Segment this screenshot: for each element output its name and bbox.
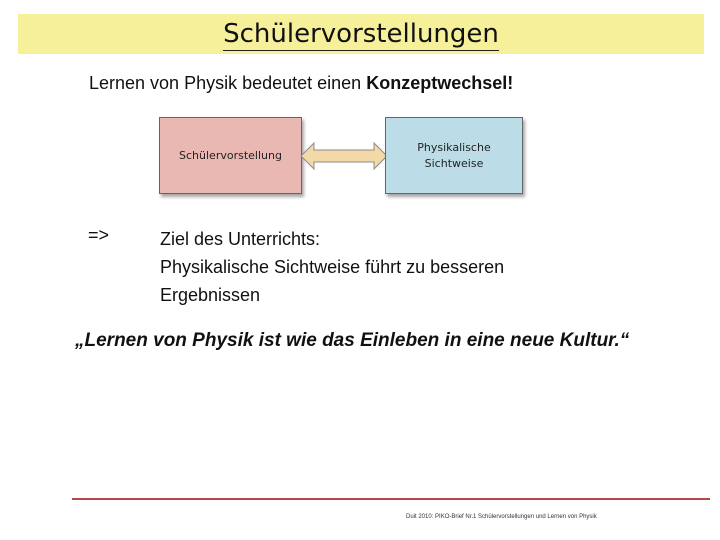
goal-line-1: Ziel des Unterrichts: xyxy=(160,229,321,249)
student-conception-label: Schülervorstellung xyxy=(179,148,282,162)
footer-divider xyxy=(72,498,710,500)
page-title: Schülervorstellungen xyxy=(223,18,499,49)
footer-citation: Duit 2010: PIKO-Brief Nr.1 Schülervorstellungen und Lernen von Physik xyxy=(406,514,597,520)
implies-sign: => xyxy=(88,225,110,245)
double-arrow-icon xyxy=(300,141,388,171)
goal-line-2: Physikalische Sichtweise führt zu besseren Ergebnissen xyxy=(160,257,505,305)
goal-text xyxy=(160,225,590,309)
subtitle-text: Lernen von Physik bedeutet einen xyxy=(89,73,367,93)
student-conception-box xyxy=(159,117,302,194)
physical-view-label: Physikalische Sichtweise xyxy=(417,140,491,170)
quote: „Lernen von Physik ist wie das Einleben in eine neue Kultur.“ xyxy=(75,330,630,351)
title-bar xyxy=(18,14,704,54)
subtitle xyxy=(89,73,513,94)
physical-view-box xyxy=(385,117,523,194)
subtitle-bold: Konzeptwechsel! xyxy=(366,73,514,93)
